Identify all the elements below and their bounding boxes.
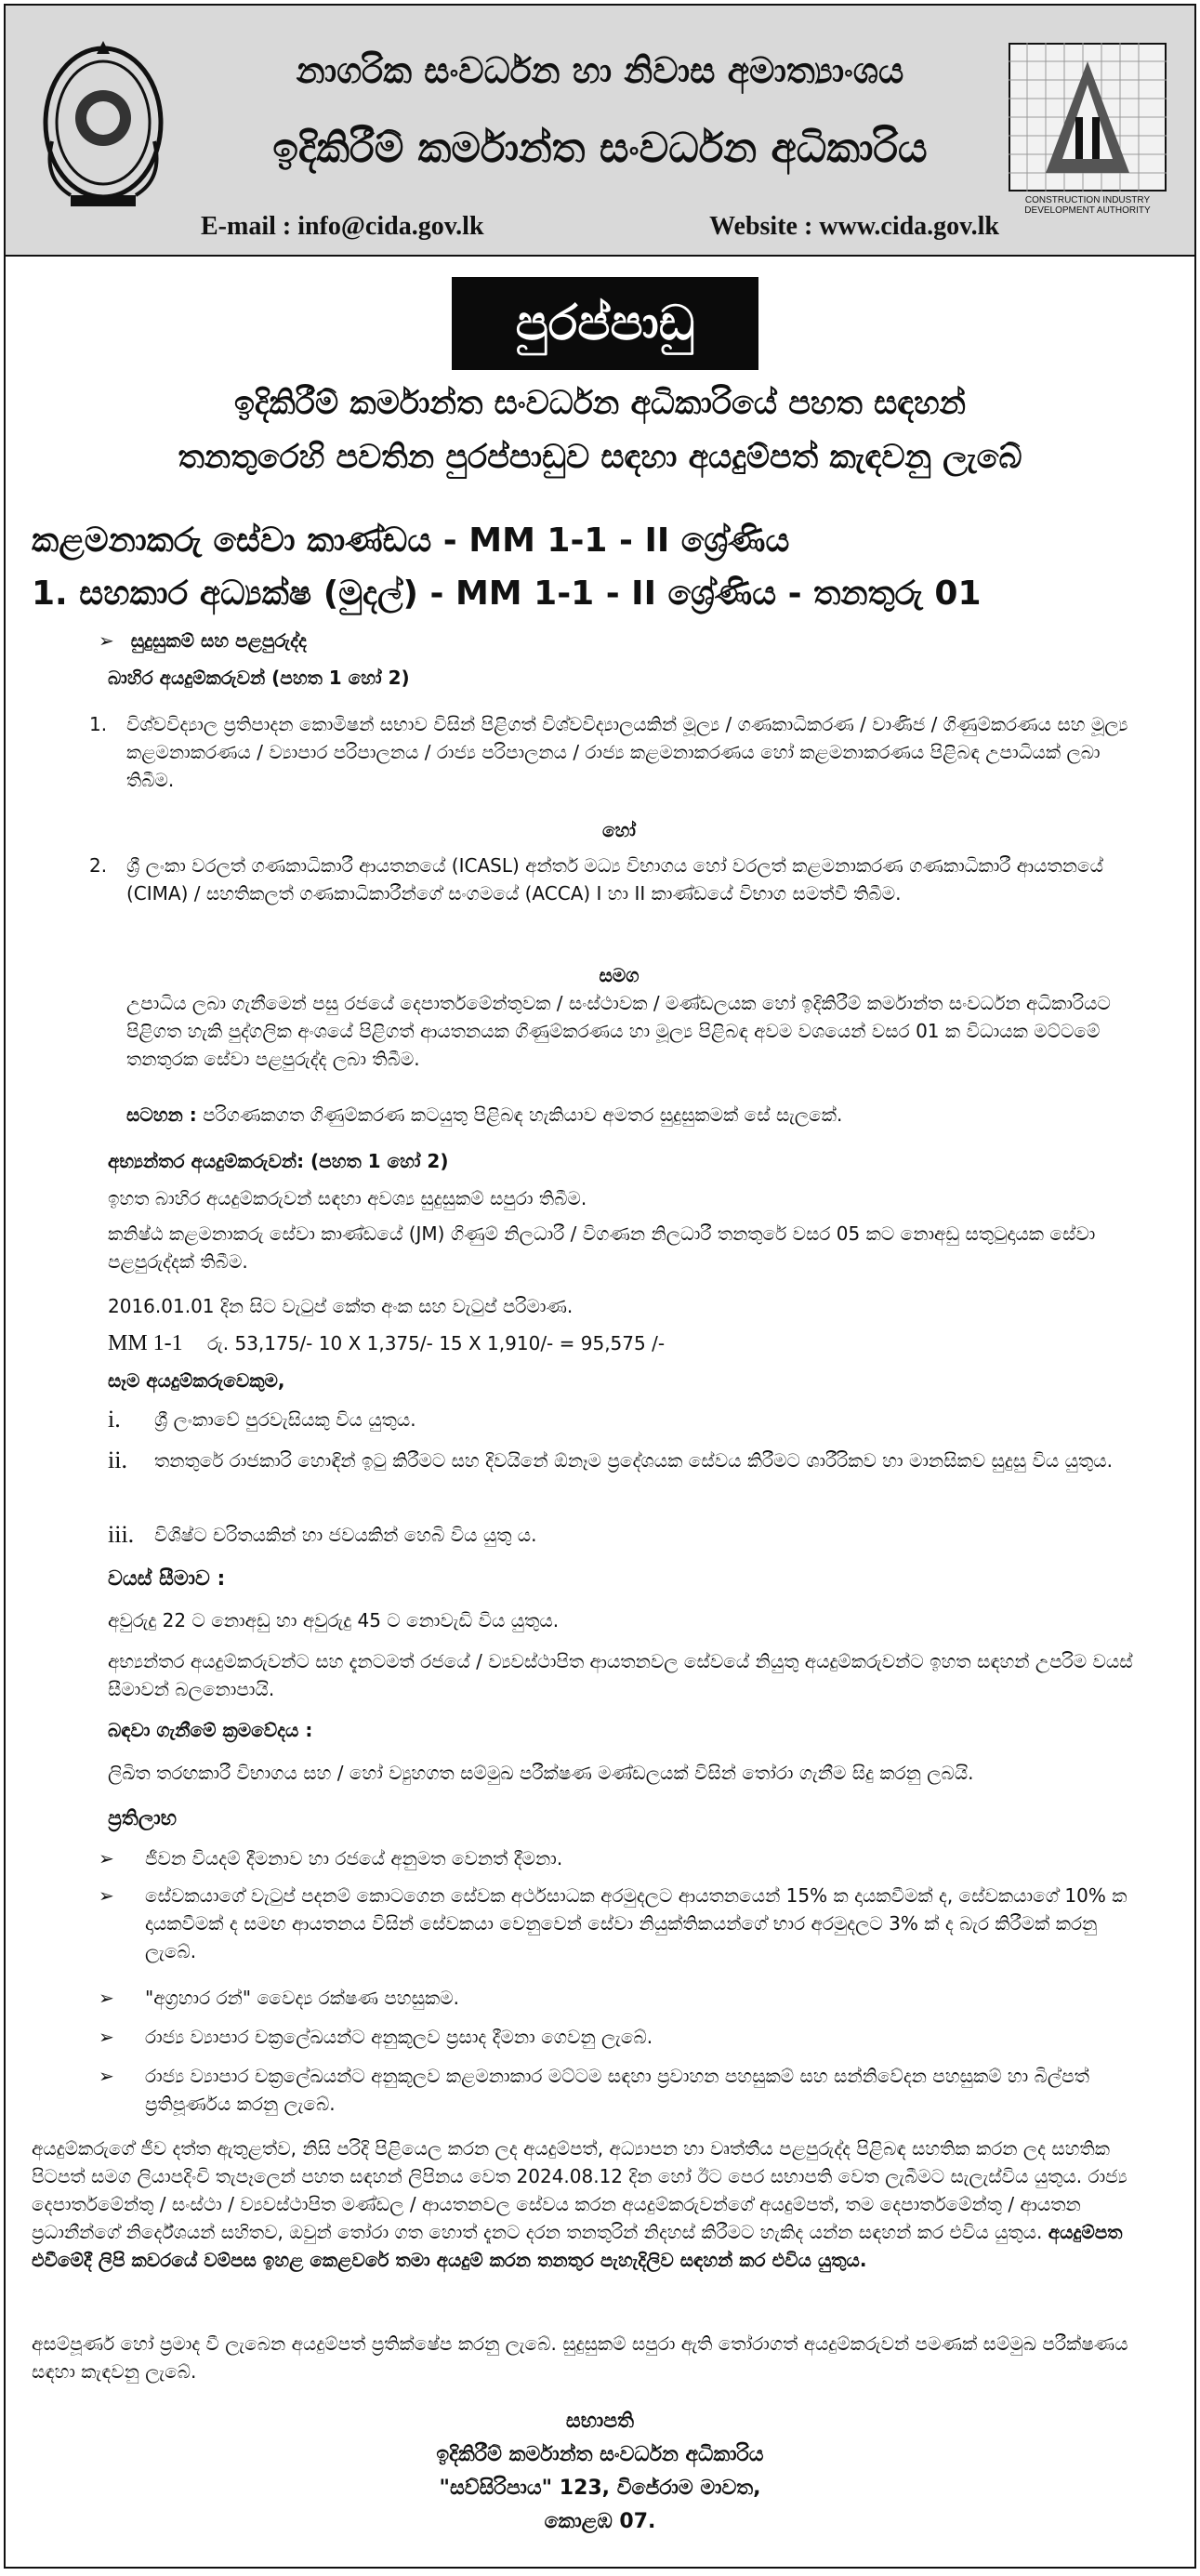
contact-line [201,212,999,242]
salary-line [108,1329,1186,1357]
post-title: 1. සහකාර අධ්‍යක්ෂ (මුදල්) - MM 1-1 - II ශ්‍රේණිය - තනතුරු 01 [32,575,982,613]
external-heading: බාහිර අයදුම්කරුවන් (පහත 1 හෝ 2) [108,667,410,689]
salary-date: 2016.01.01 දින සිට වැටුප් කේත අංක සහ වැටුප් පරිමාණ. [108,1295,574,1317]
general-item-1: i. ශ්‍රී ලංකාවේ පුරවැසියකු විය යුතුය. [108,1406,416,1433]
general-item-2: ii. තනතුරේ රාජකාරි හොඳින් ඉටු කිරීමට සහ දිවයිනේ ඕනෑම ප්‍රදේශයක සේවය කිරීමට ශාරීරිකව හා මානසිකව සුදුසු විය යුතුය. [108,1447,1113,1473]
authority-name: ඉදිකිරීම් කර්මාන්ත සංවර්ධන අධිකාරිය [272,125,928,172]
internal-item-2: කනිෂ්ඨ කළමනාකරු සේවා කාණ්ඩයේ (JM) ගිණුම් නිලධාරී / විගණන නිලධාරී තනතුරේ වසර 05 කට නොඅඩු සතුටුදායක සේවා පළපුරුද්දක් තිබීම. [108,1222,1096,1273]
benefit-3: ➢ "අග්‍රහාර රන්" වෛද්‍ය රක්ෂණ පහසුකම. [99,1984,1149,2012]
with-divider: සමග [599,964,640,986]
arrow-icon: ➢ [99,1987,114,2009]
email-text: E-mail : info@cida.gov.lk [201,212,484,241]
benefit-1: ➢ ජීවන වියදම් දීමනාව හා රජයේ අනුමත වෙනත් දීමනා. [99,1844,1149,1872]
signature-title: සභාපති [565,2410,635,2433]
rejection-note: අසම්පූර්ණ හෝ ප්‍රමාද වී ලැබෙන අයදුම්පත් ප්‍රතික්ෂේප කරනු ලැබේ. සුදුසුකම් සපුරා ඇති තෝරාගත් අයදුම්කරුවන් පමණක් සම්මුඛ පරීක්ෂණය සඳහා කැඳවනු ලැබේ. [32,2332,1128,2383]
salary-scale: රු. 53,175/- 10 X 1,375/- 15 X 1,910/- = 95,575 /- [207,1332,666,1354]
arrow-icon: ➢ [99,2065,114,2087]
internal-item-1: ඉහත බාහිර අයදුම්කරුවන් සඳහා අවශ්‍ය සුදුසුකම් සපුරා තිබීම. [108,1187,587,1209]
intro-line-1: ඉදිකිරීම් කර්මාන්ත සංවර්ධන අධිකාරියේ පහත සඳහන් [233,385,967,422]
service-title: කළමනාකරු සේවා කාණ්ඩය - MM 1-1 - II ශ්‍රේණිය [32,522,790,560]
signature-org: ඉදිකිරීම් කර්මාන්ත සංවර්ධන අධිකාරිය [436,2443,764,2466]
benefit-4: ➢ රාජ්‍ය ව්‍යාපාර චක්‍රලේඛයන්ට අනුකූලව ප්‍රසාද දීමනා ගෙවනු ලැබේ. [99,2023,1149,2051]
experience-text: උපාධිය ලබා ගැනීමෙන් පසු රජයේ දෙපාර්තමේන්තුවක / සංස්ථාවක / මණ්ඩලයක හෝ ඉදිකිරීම් කර්මාන්ත සංවර්ධන අධිකාරියට පිළිගත හැකි පුද්ගලික අංශයේ පිළිගත් ආයතනයක ගිණුම්කරණය හා මූල්‍ය පිළිබඳ අවම වශයෙන් වසර 01 ක විධායක මට්ටමේ තනතුරක සේවා පළපුරුද්ද ලබා තිබීම. [126,992,1111,1070]
header [6,6,1194,257]
cida-logo-icon [1009,43,1167,192]
intro-line-2: තනතුරෙහි පවතින පුරප්පාඩුව සඳහා අයදුම්පත් කැඳවනු ලැබේ [178,439,1022,476]
arrow-icon: ➢ [99,629,114,652]
signature-address: "සව්සිරිපාය" 123, විජේරාම මාවත, [439,2477,761,2500]
vacancy-notice [4,4,1196,2569]
salary-code: MM 1-1 [108,1331,183,1355]
external-item-2: 2. ශ්‍රී ලංකා වරලත් ගණකාධිකාරී ආයතනයේ (ICASL) අන්තර් මධ්‍ය විභාගය හෝ වරලත් කළමනාකරණ ගණකාධිකාරී ආයතනයේ (CIMA) / සහතිකලත් ගණකාධිකාරීන්ගේ සංගමයේ (ACCA) I හා II කාණ්ඩයේ විභාග සමත්වී තිබීම. [89,854,1104,905]
website-text: Website : www.cida.gov.lk [709,212,999,241]
benefit-5: ➢ රාජ්‍ය ව්‍යාපාර චක්‍රලේඛයන්ට අනුකූලව කළමනාකාර මට්ටම සඳහා ප්‍රවාහන පහසුකම් සහ සන්නිවේදන පහසුකම් හා බිල්පත් ප්‍රතිපූර්ණය කරනු ලැබේ. [99,2062,1149,2118]
quals-heading: ➢ සුදුසුකම් සහ පළපුරුද්ද [99,629,307,652]
arrow-icon: ➢ [99,2026,114,2048]
ministry-name: නාගරික සංවර්ධන හා නිවාස අමාත්‍යාංශය [296,50,904,91]
cida-logo [1009,43,1167,219]
application-note-bold: අයදුම්පත එවීමේදී ලිපි කවරයේ වම්පස ඉහළ කෙළවරේ තමා අයදුම් කරන තනතුර පැහැදිලිව සඳහන් කර එවිය යුතුය. [32,2221,1123,2271]
logo-caption-2: DEVELOPMENT AUTHORITY [1024,205,1151,216]
application-instructions: අයදුම්කරුගේ ජීව දත්ත ඇතුළත්ව, නිසි පරිදි පිළියෙල කරන ලද අයදුම්පත්, අධ්‍යාපන හා වෘත්තීය පළපුරුද්ද පිළිබඳ සහතික කරන ලද සහතික පිටපත් සමග ලියාපදිංචි තැපෑලෙන් පහත සඳහන් ලිපිනය වෙත 2024.08.12 දින හෝ ඊට පෙර සභාපති වෙත ලැබීමට සැලැස්විය යුතුය. රාජ්‍ය දෙපාර්තමේන්තු / සංස්ථා / ව්‍යවස්ථාපිත මණ්ඩල / ආයතනවල සේවය කරන අයදුම්කරුවන්ගේ අයදුම්පත්, තම දෙපාර්තමේන්තු / ආයතන ප්‍රධානීන්ගේ නිර්දේශයන් සහිතව, ඔවුන් තෝරා ගත හොත් දැනට දරන තනතුරින් නිදහස් කිරීමට හැකිද යන්න සඳහන් කර එවිය යුතුය. අයදුම්පත එවීමේදී ලිපි කවරයේ වම්පස ඉහළ කෙළවරේ තමා අයදුම් කරන තනතුර පැහැදිලිව සඳහන් කර එවිය යුතුය. [32,2137,1127,2271]
logo-caption-1: CONSTRUCTION INDUSTRY [1024,195,1151,205]
or-divider: හෝ [602,819,636,841]
age-exemption: අභ්‍යන්තර අයදුම්කරුවන්ට සහ දැනටමත් රජයේ / ව්‍යවස්ථාපිත ආයතනවල සේවයේ නියුතු අයදුම්කරුවන්ට ඉහත සඳහන් උපරිම වයස් සීමාවන් බලනොපායි. [108,1650,1133,1700]
benefits-heading: ප්‍රතිලාභ [108,1807,178,1830]
signature-city: කොළඹ 07. [544,2510,656,2533]
external-item-1: 1. විශ්වවිද්‍යාල ප්‍රතිපාදන කොමිෂන් සභාව විසින් පිළිගත් විශ්වවිද්‍යාලයකින් මූල්‍ය / ගණකාධිකරණ / වාණිජ / ගිණුම්කරණය සහ මූල්‍ය කළමනාකරණය / ව්‍යාපාර පරිපාලනය / රාජ්‍ය පරිපාලනය / රාජ්‍ය කළමනාකරණය හෝ කළමනාකරණය පිළිබඳ උපාධියක් ලබා තිබීම. [89,713,1128,791]
benefit-2: ➢ සේවකයාගේ වැටුප් පදනම් කොටගෙන සේවක අර්ථසාධක අරමුදලට ආයතනයෙන් 15% ක දායකවීමක් ද, සේවකයාගේ 10% ක දායකවීමක් ද සමඟ ආයතනය විසින් සේවකයා වෙනුවෙන් සේවා නියුක්තිකයන්ගේ භාර අරමුදලට 3% ක් ද බැර කිරීමක් කරනු ලැබේ. [99,1882,1149,1965]
arrow-icon: ➢ [99,1847,114,1869]
age-limit: අවුරුදු 22 ට නොඅඩු හා අවුරුදු 45 ට නොවැඩි විය යුතුය. [108,1609,560,1631]
note: සටහන : පරිගණකගත ගිණුම්කරණ කටයුතු පිළිබඳ හැකියාව අමතර සුදුසුකමක් සේ සැලකේ. [126,1103,843,1126]
recruit-method: ලිඛිත තරඟකාරී විභාගය සහ / හෝ ව්‍යුහගත සම්මුඛ පරීක්ෂණ මණ්ඩලයක් විසින් තෝරා ගැනීම සිදු කරනු ලබයි. [108,1762,974,1784]
arrow-icon: ➢ [99,1884,114,1907]
general-item-3: iii. විශිෂ්ට චරිතයකින් හා ජවයකින් හෙබි විය යුතු ය. [108,1521,537,1548]
vacancies-banner: පුරප්පාඩු [452,277,758,370]
internal-heading: අභ්‍යන්තර අයදුම්කරුවන්: (පහත 1 හෝ 2) [108,1150,449,1172]
general-heading: සෑම අයදුම්කරුවෙකුම, [108,1369,285,1392]
age-heading: වයස් සීමාව : [108,1567,226,1591]
recruit-heading: බඳවා ගැනීමේ ක්‍රමවේදය : [108,1719,313,1741]
